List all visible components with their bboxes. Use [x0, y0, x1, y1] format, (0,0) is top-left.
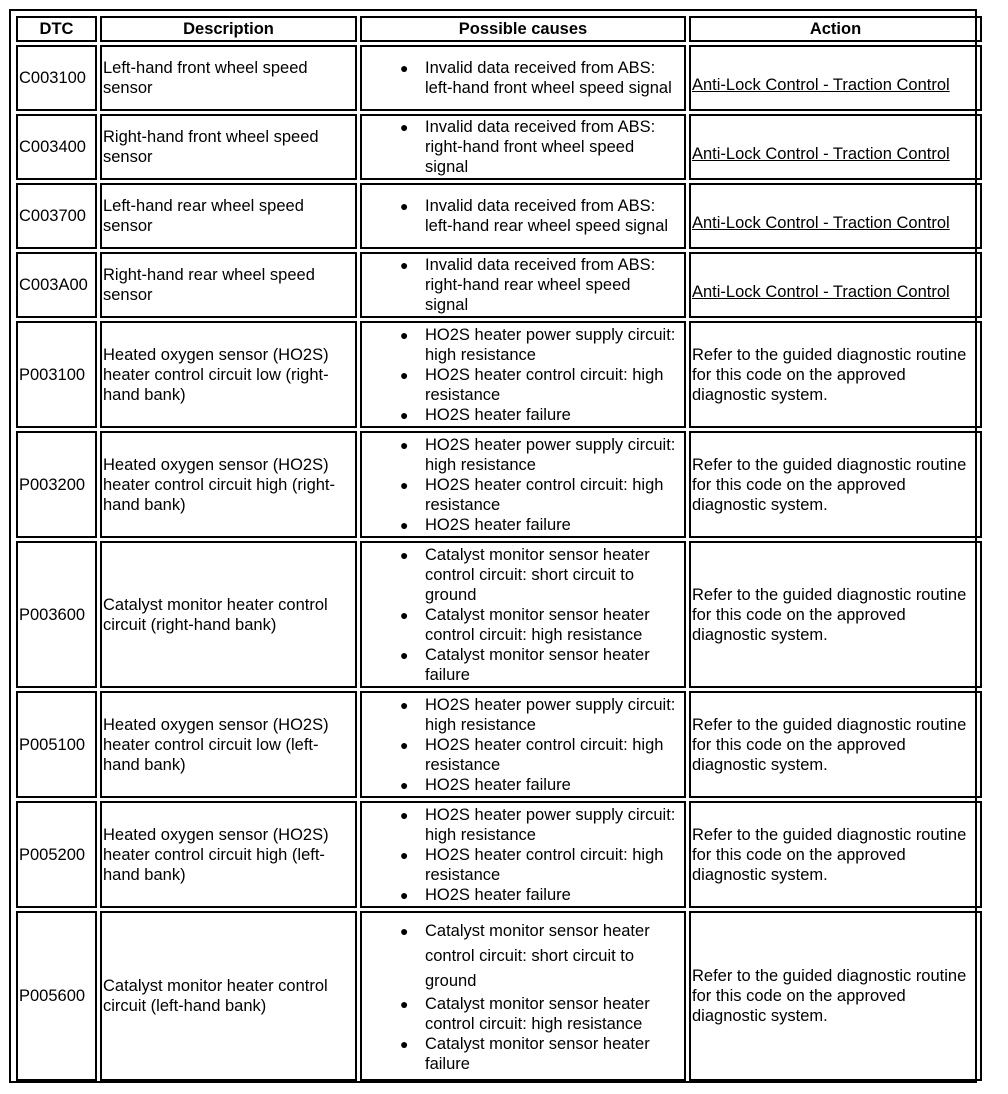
- cause-item: [400, 919, 683, 994]
- possible-causes-list: [363, 255, 683, 315]
- header-description: Description: [100, 16, 357, 42]
- cause-item: [400, 196, 683, 236]
- table-row: [16, 252, 982, 318]
- cause-text: Invalid data received from ABS: right-hand front wheel speed signal: [425, 118, 656, 176]
- action-cell: [689, 801, 982, 908]
- action-cell: [689, 431, 982, 538]
- cause-item: [400, 58, 683, 98]
- cause-item: [400, 545, 683, 605]
- anti-lock-traction-control-link[interactable]: Anti-Lock Control - Traction Control: [692, 76, 950, 94]
- dtc-description: Catalyst monitor heater control circuit (left-hand bank): [100, 911, 357, 1081]
- possible-causes-cell: [360, 541, 686, 688]
- action-link-wrapper: [692, 199, 979, 233]
- cause-item: [400, 735, 683, 775]
- cause-text: HO2S heater failure: [425, 405, 571, 424]
- dtc-code: C003400: [16, 114, 97, 180]
- action-text: Refer to the guided diagnostic routine for this code on the approved diagnostic system.: [692, 825, 967, 884]
- cause-text: Catalyst monitor sensor heater failure: [425, 1034, 650, 1073]
- table-row: [16, 45, 982, 111]
- dtc-code: P005100: [16, 691, 97, 798]
- dtc-description: Heated oxygen sensor (HO2S) heater control circuit low (right-hand bank): [100, 321, 357, 428]
- dtc-code: C003A00: [16, 252, 97, 318]
- cause-text: HO2S heater failure: [425, 775, 571, 794]
- possible-causes-cell: [360, 801, 686, 908]
- dtc-code: P005200: [16, 801, 97, 908]
- bullet-icon: ●: [400, 886, 409, 903]
- cause-item: [400, 405, 683, 425]
- cause-text: HO2S heater control circuit: high resistance: [425, 845, 664, 884]
- bullet-icon: ●: [400, 922, 409, 939]
- dtc-code: P005600: [16, 911, 97, 1081]
- action-text: Refer to the guided diagnostic routine for this code on the approved diagnostic system.: [692, 345, 967, 404]
- cause-item: [400, 645, 683, 685]
- action-cell: [689, 321, 982, 428]
- bullet-icon: ●: [400, 846, 409, 863]
- cause-item: [400, 475, 683, 515]
- cause-text: HO2S heater control circuit: high resistance: [425, 365, 664, 404]
- dtc-code: P003200: [16, 431, 97, 538]
- action-text: Refer to the guided diagnostic routine for this code on the approved diagnostic system.: [692, 967, 967, 1025]
- possible-causes-list: [363, 196, 683, 236]
- bullet-icon: ●: [400, 1035, 409, 1052]
- bullet-icon: ●: [400, 646, 409, 663]
- action-link-wrapper: [692, 268, 979, 302]
- dtc-description: Right-hand rear wheel speed sensor: [100, 252, 357, 318]
- cause-text: Catalyst monitor sensor heater control circuit: high resistance: [425, 994, 650, 1033]
- bullet-icon: ●: [400, 326, 409, 343]
- bullet-icon: ●: [400, 406, 409, 423]
- bullet-icon: ●: [400, 476, 409, 493]
- anti-lock-traction-control-link[interactable]: Anti-Lock Control - Traction Control: [692, 283, 950, 301]
- cause-item: [400, 695, 683, 735]
- bullet-icon: ●: [400, 606, 409, 623]
- cause-text: Invalid data received from ABS: left-hand front wheel speed signal: [425, 59, 672, 97]
- cause-text: HO2S heater power supply circuit: high resistance: [425, 325, 676, 364]
- bullet-icon: ●: [400, 806, 409, 823]
- dtc-description: Left-hand front wheel speed sensor: [100, 45, 357, 111]
- dtc-description: Left-hand rear wheel speed sensor: [100, 183, 357, 249]
- header-action: Action: [689, 16, 982, 42]
- possible-causes-cell: [360, 252, 686, 318]
- cause-text: HO2S heater failure: [425, 885, 571, 904]
- cause-text: Catalyst monitor sensor heater control circuit: high resistance: [425, 605, 650, 644]
- cause-item: [400, 605, 683, 645]
- cause-text: Catalyst monitor sensor heater failure: [425, 645, 650, 684]
- action-text: Refer to the guided diagnostic routine for this code on the approved diagnostic system.: [692, 455, 967, 514]
- bullet-icon: ●: [400, 995, 409, 1012]
- cause-item: [400, 775, 683, 795]
- action-cell: [689, 541, 982, 688]
- action-link-wrapper: [692, 61, 979, 95]
- table-row: [16, 691, 982, 798]
- bullet-icon: ●: [400, 60, 409, 76]
- bullet-icon: ●: [400, 546, 409, 563]
- cause-item: [400, 885, 683, 905]
- cause-text: Invalid data received from ABS: right-hand rear wheel speed signal: [425, 256, 656, 314]
- cause-text: Catalyst monitor sensor heater control circuit: short circuit to ground: [425, 921, 650, 990]
- cause-item: [400, 805, 683, 845]
- action-text: Refer to the guided diagnostic routine for this code on the approved diagnostic system.: [692, 585, 967, 644]
- cause-item: [400, 845, 683, 885]
- possible-causes-list: [363, 325, 683, 425]
- action-cell: [689, 911, 982, 1081]
- table-row: [16, 801, 982, 908]
- possible-causes-cell: [360, 183, 686, 249]
- bullet-icon: ●: [400, 776, 409, 793]
- possible-causes-cell: [360, 911, 686, 1081]
- dtc-code: P003100: [16, 321, 97, 428]
- table-row: [16, 431, 982, 538]
- possible-causes-cell: [360, 45, 686, 111]
- bullet-icon: ●: [400, 198, 409, 214]
- anti-lock-traction-control-link[interactable]: Anti-Lock Control - Traction Control: [692, 145, 950, 163]
- bullet-icon: ●: [400, 119, 409, 135]
- cause-item: [400, 1034, 683, 1074]
- possible-causes-list: [363, 805, 683, 905]
- table-row: [16, 321, 982, 428]
- action-cell: [689, 114, 982, 180]
- cause-text: HO2S heater power supply circuit: high resistance: [425, 435, 676, 474]
- bullet-icon: ●: [400, 257, 409, 273]
- cause-item: [400, 365, 683, 405]
- action-cell: [689, 183, 982, 249]
- cause-text: HO2S heater power supply circuit: high resistance: [425, 805, 676, 844]
- cause-text: Invalid data received from ABS: left-hand rear wheel speed signal: [425, 197, 669, 235]
- possible-causes-list: [363, 58, 683, 98]
- dtc-description: Heated oxygen sensor (HO2S) heater control circuit high (right-hand bank): [100, 431, 357, 538]
- table-row: [16, 183, 982, 249]
- dtc-description: Right-hand front wheel speed sensor: [100, 114, 357, 180]
- dtc-code: C003100: [16, 45, 97, 111]
- possible-causes-list: [363, 545, 683, 685]
- dtc-table: [13, 13, 985, 1084]
- cause-item: [400, 515, 683, 535]
- cause-text: HO2S heater control circuit: high resistance: [425, 735, 664, 774]
- dtc-description: Catalyst monitor heater control circuit (right-hand bank): [100, 541, 357, 688]
- dtc-code: P003600: [16, 541, 97, 688]
- bullet-icon: ●: [400, 366, 409, 383]
- possible-causes-cell: [360, 114, 686, 180]
- cause-text: HO2S heater control circuit: high resistance: [425, 475, 664, 514]
- dtc-code: C003700: [16, 183, 97, 249]
- dtc-table-frame: [9, 9, 977, 1083]
- cause-text: Catalyst monitor sensor heater control circuit: short circuit to ground: [425, 545, 650, 604]
- cause-item: [400, 255, 683, 315]
- action-link-wrapper: [692, 130, 979, 164]
- table-body: [16, 45, 982, 1081]
- bullet-icon: ●: [400, 516, 409, 533]
- table-row: [16, 911, 982, 1081]
- action-cell: [689, 45, 982, 111]
- possible-causes-list: [363, 919, 683, 1074]
- anti-lock-traction-control-link[interactable]: Anti-Lock Control - Traction Control: [692, 214, 950, 232]
- header-row: [16, 16, 982, 42]
- possible-causes-list: [363, 117, 683, 177]
- cause-text: HO2S heater failure: [425, 515, 571, 534]
- table-row: [16, 114, 982, 180]
- possible-causes-cell: [360, 321, 686, 428]
- action-cell: [689, 691, 982, 798]
- header-possible-causes: Possible causes: [360, 16, 686, 42]
- dtc-description: Heated oxygen sensor (HO2S) heater control circuit high (left-hand bank): [100, 801, 357, 908]
- bullet-icon: ●: [400, 736, 409, 753]
- possible-causes-cell: [360, 431, 686, 538]
- cause-item: [400, 325, 683, 365]
- bullet-icon: ●: [400, 436, 409, 453]
- possible-causes-list: [363, 695, 683, 795]
- cause-item: [400, 994, 683, 1034]
- dtc-description: Heated oxygen sensor (HO2S) heater control circuit low (left-hand bank): [100, 691, 357, 798]
- table-row: [16, 541, 982, 688]
- cause-item: [400, 117, 683, 177]
- action-text: Refer to the guided diagnostic routine for this code on the approved diagnostic system.: [692, 715, 967, 774]
- possible-causes-list: [363, 435, 683, 535]
- header-dtc: DTC: [16, 16, 97, 42]
- cause-text: HO2S heater power supply circuit: high resistance: [425, 695, 676, 734]
- cause-item: [400, 435, 683, 475]
- possible-causes-cell: [360, 691, 686, 798]
- bullet-icon: ●: [400, 696, 409, 713]
- action-cell: [689, 252, 982, 318]
